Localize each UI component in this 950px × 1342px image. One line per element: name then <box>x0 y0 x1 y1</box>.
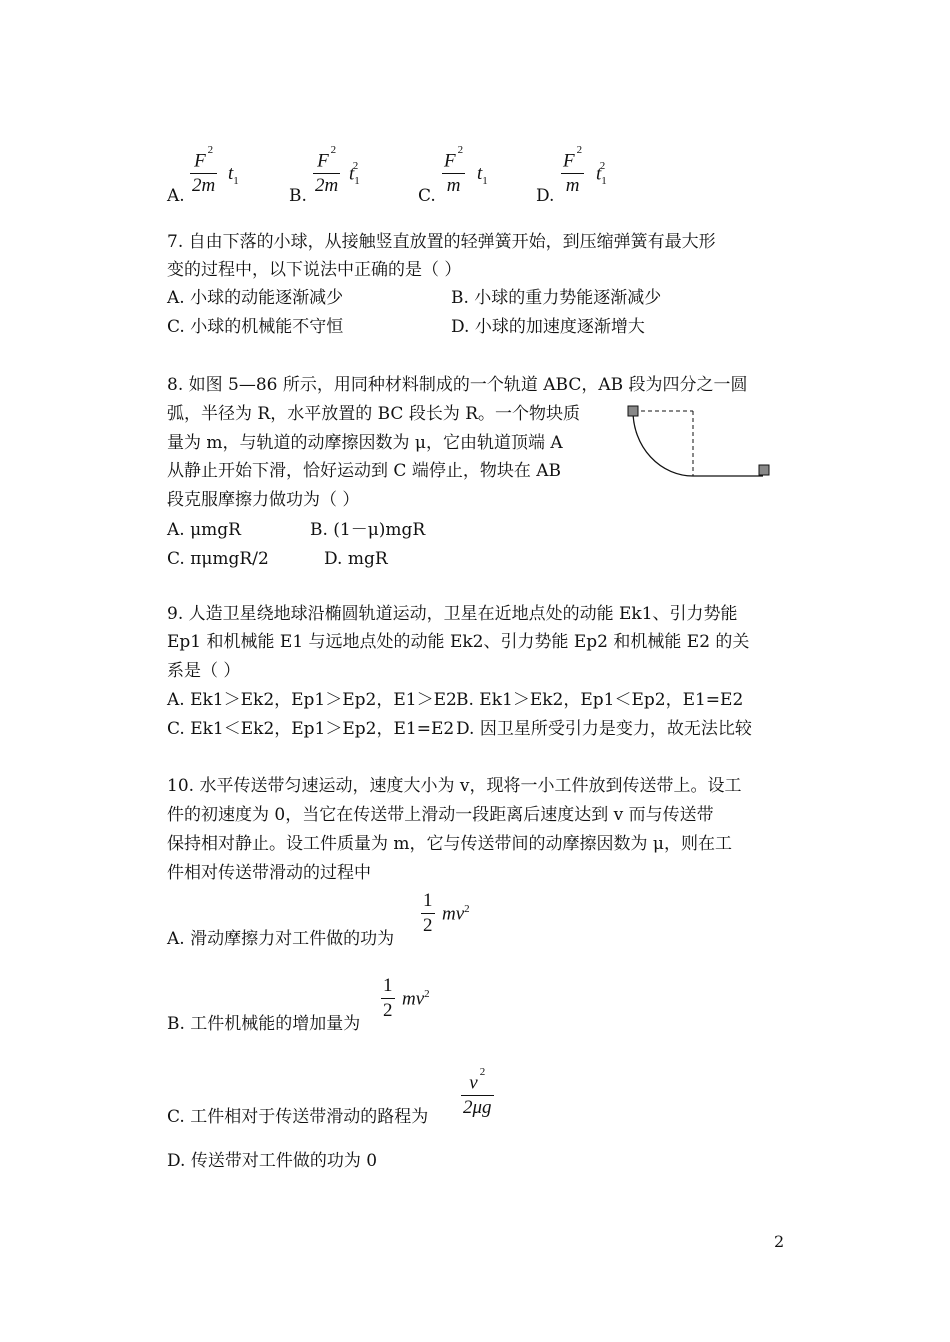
q7-option-d: D. 小球的加速度逐渐增大 <box>451 317 645 337</box>
track-arc-ab <box>633 411 693 476</box>
block-at-a <box>628 406 638 416</box>
q9-option-d: D. 因卫星所受引力是变力，故无法比较 <box>456 719 752 739</box>
q8-option-a: A. μmgR <box>167 520 241 540</box>
q7-stem-line1: 7. 自由下落的小球，从接触竖直放置的轻弹簧开始，到压缩弹簧有最大形 <box>167 232 716 252</box>
q10-stem-line4: 件相对传送带滑动的过程中 <box>167 863 371 883</box>
q7-option-c: C. 小球的机械能不守恒 <box>167 317 344 337</box>
q6-option-c-tail: $t_1$ <box>477 163 488 187</box>
q10-option-c: C. 工件相对于传送带滑动的路程为 <box>167 1107 429 1127</box>
q10-option-b-fraction: 1 2 <box>383 975 393 1021</box>
q8-track-figure <box>625 403 775 483</box>
q6-option-a-tail: $t_1$ <box>228 163 239 187</box>
q6-option-b-fraction: $F^2$ 2m <box>315 144 339 197</box>
q8-option-b: B. (1－μ)mgR <box>310 520 426 540</box>
q6-option-a-fraction: $F^2$ 2m <box>192 144 216 197</box>
q10-option-a-tail: $mv^2$ <box>442 903 470 925</box>
q9-stem-line2: Ep1 和机械能 E1 与远地点处的动能 Ek2、引力势能 Ep2 和机械能 E2 的关 <box>167 632 750 652</box>
q10-stem-line3: 保持相对静止。设工件质量为 m，它与传送带间的动摩擦因数为 μ，则在工 <box>167 834 732 854</box>
q10-option-b: B. 工件机械能的增加量为 <box>167 1014 361 1034</box>
q10-stem-line1: 10. 水平传送带匀速运动，速度大小为 v，现将一小工件放到传送带上。设工 <box>167 776 742 796</box>
q6-option-d-label: D. <box>536 186 555 206</box>
q6-option-c-fraction: $F^2$ m <box>444 144 464 197</box>
q9-option-a: A. Ek1＞Ek2，Ep1＞Ep2，E1＞E2 <box>167 690 457 710</box>
q7-stem-line2: 变的过程中，以下说法中正确的是（ ） <box>167 260 462 280</box>
q10-option-a: A. 滑动摩擦力对工件做的功为 <box>167 929 395 949</box>
q6-option-d-fraction: $F^2$ m <box>563 144 583 197</box>
q10-stem-line2: 件的初速度为 0，当它在传送带上滑动一段距离后速度达到 v 而与传送带 <box>167 805 714 825</box>
q6-option-d-tail: $t_1^2$ <box>596 160 607 188</box>
q9-stem-line3: 系是（ ） <box>167 661 241 681</box>
q9-stem-line1: 9. 人造卫星绕地球沿椭圆轨道运动，卫星在近地点处的动能 Ek1、引力势能 <box>167 604 738 624</box>
block-at-c <box>759 465 769 475</box>
q8-option-c: C. πμmgR/2 <box>167 549 269 569</box>
q10-option-b-tail: $mv^2$ <box>402 988 430 1010</box>
q10-option-d: D. 传送带对工件做的功为 0 <box>167 1151 378 1171</box>
q9-option-b: B. Ek1＞Ek2，Ep1＜Ep2，E1=E2 <box>456 690 744 710</box>
q9-option-c: C. Ek1＜Ek2，Ep1＞Ep2，E1=E2 <box>167 719 455 739</box>
q8-stem-line2: 弧，半径为 R，水平放置的 BC 段长为 R。一个物块质 <box>167 404 581 424</box>
q8-stem-line4: 从静止开始下滑，恰好运动到 C 端停止，物块在 AB <box>167 461 561 481</box>
q8-stem-line1: 8. 如图 5—86 所示，用同种材料制成的一个轨道 ABC，AB 段为四分之一圆 <box>167 375 748 395</box>
q8-option-d: D. mgR <box>324 549 388 569</box>
q6-option-b-label: B. <box>289 186 307 206</box>
q6-option-a-label: A. <box>167 186 185 206</box>
q10-option-c-fraction: $v^2$ 2μg <box>463 1066 492 1119</box>
q7-option-b: B. 小球的重力势能逐渐减少 <box>451 288 662 308</box>
q10-option-a-fraction: 1 2 <box>423 890 433 936</box>
q6-option-b-tail: $t_1^2$ <box>349 160 360 188</box>
q8-stem-line5: 段克服摩擦力做功为（ ） <box>167 490 360 510</box>
q6-option-c-label: C. <box>418 186 436 206</box>
q7-option-a: A. 小球的动能逐渐减少 <box>167 288 344 308</box>
page-number: 2 <box>774 1232 785 1251</box>
q8-stem-line3: 量为 m，与轨道的动摩擦因数为 μ，它由轨道顶端 A <box>167 433 563 453</box>
